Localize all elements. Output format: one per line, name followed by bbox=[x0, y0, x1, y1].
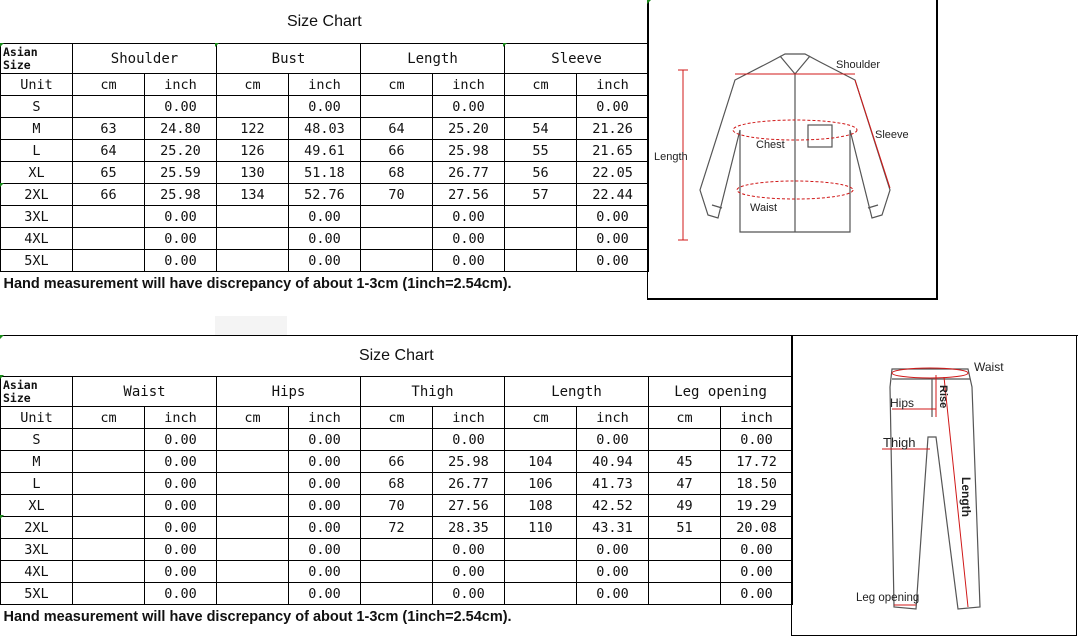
table-row bbox=[1, 517, 793, 539]
value-cell: 25.20 bbox=[433, 118, 505, 140]
value-cell: 22.05 bbox=[577, 162, 649, 184]
value-cell: 27.56 bbox=[433, 184, 505, 206]
unit-header: cm bbox=[73, 407, 145, 429]
value-cell: 0.00 bbox=[289, 561, 361, 583]
unit-header: inch bbox=[289, 74, 361, 96]
length-label: Length bbox=[959, 477, 973, 517]
value-cell: 104 bbox=[505, 451, 577, 473]
value-cell: 0.00 bbox=[289, 583, 361, 605]
value-cell bbox=[361, 228, 433, 250]
shirt-diagram bbox=[650, 40, 930, 250]
sleeve-label: Sleeve bbox=[875, 129, 909, 141]
unit-label: Unit bbox=[1, 407, 73, 429]
value-cell: 25.59 bbox=[145, 162, 217, 184]
value-cell: 54 bbox=[505, 118, 577, 140]
value-cell: 0.00 bbox=[289, 451, 361, 473]
column-group-header: Bust bbox=[217, 44, 361, 74]
column-group-header: Shoulder bbox=[73, 44, 217, 74]
value-cell: 43.31 bbox=[577, 517, 649, 539]
size-cell: S bbox=[1, 429, 73, 451]
value-cell bbox=[217, 517, 289, 539]
table-title: Size Chart bbox=[1, 335, 793, 377]
value-cell bbox=[217, 473, 289, 495]
value-cell: 126 bbox=[217, 140, 289, 162]
value-cell: 63 bbox=[73, 118, 145, 140]
value-cell: 0.00 bbox=[577, 429, 649, 451]
value-cell: 108 bbox=[505, 495, 577, 517]
value-cell bbox=[505, 228, 577, 250]
value-cell: 19.29 bbox=[721, 495, 793, 517]
value-cell bbox=[505, 583, 577, 605]
value-cell bbox=[361, 96, 433, 118]
value-cell: 66 bbox=[361, 451, 433, 473]
measure-lines bbox=[678, 70, 890, 240]
table-row bbox=[1, 96, 649, 118]
unit-header: inch bbox=[433, 74, 505, 96]
value-cell: 0.00 bbox=[289, 228, 361, 250]
column-group-header: Sleeve bbox=[505, 44, 649, 74]
value-cell: 0.00 bbox=[721, 429, 793, 451]
table-row bbox=[1, 561, 793, 583]
unit-header: cm bbox=[505, 407, 577, 429]
value-cell bbox=[73, 228, 145, 250]
unit-header: inch bbox=[289, 407, 361, 429]
value-cell: 25.98 bbox=[433, 140, 505, 162]
size-cell: 3XL bbox=[1, 539, 73, 561]
value-cell bbox=[73, 539, 145, 561]
value-cell: 51 bbox=[649, 517, 721, 539]
pants-diagram bbox=[840, 357, 1060, 627]
value-cell bbox=[73, 495, 145, 517]
corner-mark bbox=[0, 43, 4, 47]
corner-mark bbox=[647, 0, 651, 4]
column-group-header: Length bbox=[505, 377, 649, 407]
unit-header: inch bbox=[145, 407, 217, 429]
value-cell: 47 bbox=[649, 473, 721, 495]
corner-mark bbox=[0, 375, 4, 379]
value-cell: 20.08 bbox=[721, 517, 793, 539]
value-cell: 49 bbox=[649, 495, 721, 517]
value-cell: 40.94 bbox=[577, 451, 649, 473]
value-cell bbox=[217, 206, 289, 228]
placeholder-box bbox=[215, 316, 287, 336]
value-cell bbox=[217, 583, 289, 605]
value-cell bbox=[649, 429, 721, 451]
value-cell: 0.00 bbox=[721, 583, 793, 605]
value-cell bbox=[73, 429, 145, 451]
value-cell: 45 bbox=[649, 451, 721, 473]
unit-header: cm bbox=[73, 74, 145, 96]
pants-size-chart bbox=[0, 335, 1078, 639]
value-cell: 0.00 bbox=[577, 96, 649, 118]
value-cell bbox=[73, 206, 145, 228]
value-cell: 70 bbox=[361, 184, 433, 206]
value-cell: 72 bbox=[361, 517, 433, 539]
size-cell: M bbox=[1, 451, 73, 473]
table-row bbox=[1, 429, 793, 451]
size-cell: XL bbox=[1, 162, 73, 184]
table-row bbox=[1, 473, 793, 495]
size-cell: 4XL bbox=[1, 561, 73, 583]
value-cell bbox=[73, 250, 145, 272]
column-group-header: Length bbox=[361, 44, 505, 74]
measurement-note: Hand measurement will have discrepancy of about 1-3cm (1inch=2.54cm). bbox=[3, 276, 512, 292]
value-cell: 0.00 bbox=[721, 539, 793, 561]
asian-size-label: Asian Size bbox=[1, 44, 73, 74]
value-cell bbox=[649, 583, 721, 605]
unit-header: cm bbox=[505, 74, 577, 96]
table-row bbox=[1, 206, 649, 228]
value-cell: 0.00 bbox=[145, 429, 217, 451]
value-cell: 0.00 bbox=[289, 495, 361, 517]
chest-label: Chest bbox=[756, 139, 785, 151]
size-cell: M bbox=[1, 118, 73, 140]
value-cell: 48.03 bbox=[289, 118, 361, 140]
value-cell bbox=[217, 250, 289, 272]
length-label: Length bbox=[654, 151, 688, 163]
unit-header: inch bbox=[433, 407, 505, 429]
value-cell bbox=[217, 96, 289, 118]
value-cell: 68 bbox=[361, 473, 433, 495]
value-cell: 25.98 bbox=[433, 451, 505, 473]
value-cell bbox=[361, 583, 433, 605]
value-cell: 64 bbox=[73, 140, 145, 162]
shirt-outline bbox=[700, 54, 890, 232]
table-title: Size Chart bbox=[1, 0, 649, 44]
value-cell: 0.00 bbox=[289, 473, 361, 495]
size-cell: 2XL bbox=[1, 184, 73, 206]
value-cell: 65 bbox=[73, 162, 145, 184]
value-cell: 0.00 bbox=[289, 539, 361, 561]
value-cell bbox=[217, 561, 289, 583]
asian-size-label: Asian Size bbox=[1, 377, 73, 407]
value-cell: 0.00 bbox=[289, 517, 361, 539]
value-cell: 0.00 bbox=[433, 206, 505, 228]
value-cell bbox=[361, 561, 433, 583]
value-cell: 0.00 bbox=[289, 96, 361, 118]
value-cell bbox=[217, 228, 289, 250]
value-cell: 42.52 bbox=[577, 495, 649, 517]
value-cell: 56 bbox=[505, 162, 577, 184]
value-cell: 0.00 bbox=[433, 583, 505, 605]
value-cell bbox=[217, 451, 289, 473]
value-cell bbox=[505, 561, 577, 583]
hips-label: Hips bbox=[890, 396, 915, 410]
value-cell: 0.00 bbox=[145, 451, 217, 473]
unit-header: cm bbox=[217, 407, 289, 429]
size-cell: 5XL bbox=[1, 250, 73, 272]
value-cell: 122 bbox=[217, 118, 289, 140]
value-cell bbox=[217, 495, 289, 517]
column-group-header: Leg opening bbox=[649, 377, 793, 407]
value-cell bbox=[505, 429, 577, 451]
unit-label: Unit bbox=[1, 74, 73, 96]
value-cell: 0.00 bbox=[721, 561, 793, 583]
value-cell bbox=[73, 473, 145, 495]
pants-size-table bbox=[0, 335, 793, 629]
value-cell: 17.72 bbox=[721, 451, 793, 473]
value-cell: 0.00 bbox=[433, 250, 505, 272]
value-cell bbox=[505, 539, 577, 561]
table-row bbox=[1, 228, 649, 250]
size-cell: L bbox=[1, 473, 73, 495]
corner-mark bbox=[0, 515, 4, 519]
rise-label: Rise bbox=[937, 385, 949, 409]
value-cell: 22.44 bbox=[577, 184, 649, 206]
value-cell bbox=[361, 429, 433, 451]
value-cell: 0.00 bbox=[433, 429, 505, 451]
corner-mark bbox=[503, 43, 507, 47]
value-cell: 0.00 bbox=[577, 583, 649, 605]
value-cell: 66 bbox=[361, 140, 433, 162]
value-cell: 49.61 bbox=[289, 140, 361, 162]
value-cell bbox=[73, 517, 145, 539]
corner-mark bbox=[0, 335, 4, 339]
value-cell bbox=[73, 96, 145, 118]
value-cell: 70 bbox=[361, 495, 433, 517]
value-cell: 0.00 bbox=[577, 250, 649, 272]
table-row bbox=[1, 539, 793, 561]
column-group-header: Hips bbox=[217, 377, 361, 407]
size-cell: L bbox=[1, 140, 73, 162]
value-cell: 134 bbox=[217, 184, 289, 206]
value-cell: 25.20 bbox=[145, 140, 217, 162]
measurement-note: Hand measurement will have discrepancy of about 1-3cm (1inch=2.54cm). bbox=[3, 609, 512, 625]
table-row bbox=[1, 140, 649, 162]
value-cell bbox=[73, 561, 145, 583]
value-cell: 41.73 bbox=[577, 473, 649, 495]
value-cell: 0.00 bbox=[577, 228, 649, 250]
shirt-size-chart bbox=[0, 0, 1078, 300]
value-cell: 0.00 bbox=[145, 228, 217, 250]
value-cell bbox=[649, 539, 721, 561]
table-row bbox=[1, 495, 793, 517]
value-cell: 0.00 bbox=[577, 561, 649, 583]
value-cell: 0.00 bbox=[145, 517, 217, 539]
value-cell: 0.00 bbox=[145, 583, 217, 605]
unit-header: inch bbox=[721, 407, 793, 429]
size-cell: 2XL bbox=[1, 517, 73, 539]
value-cell: 57 bbox=[505, 184, 577, 206]
value-cell: 26.77 bbox=[433, 162, 505, 184]
corner-mark bbox=[215, 43, 219, 47]
value-cell: 0.00 bbox=[433, 96, 505, 118]
table-row bbox=[1, 162, 649, 184]
value-cell: 130 bbox=[217, 162, 289, 184]
column-group-header: Waist bbox=[73, 377, 217, 407]
value-cell: 0.00 bbox=[289, 250, 361, 272]
shoulder-label: Shoulder bbox=[836, 59, 881, 71]
value-cell bbox=[505, 206, 577, 228]
value-cell: 110 bbox=[505, 517, 577, 539]
shirt-size-table bbox=[0, 0, 649, 296]
value-cell: 0.00 bbox=[145, 250, 217, 272]
value-cell: 0.00 bbox=[289, 206, 361, 228]
leg-opening-label: Leg opening bbox=[856, 592, 920, 604]
value-cell: 0.00 bbox=[145, 473, 217, 495]
unit-header: inch bbox=[577, 74, 649, 96]
unit-header: cm bbox=[649, 407, 721, 429]
value-cell: 21.65 bbox=[577, 140, 649, 162]
value-cell: 0.00 bbox=[289, 429, 361, 451]
value-cell: 0.00 bbox=[145, 206, 217, 228]
size-cell: S bbox=[1, 96, 73, 118]
table-row bbox=[1, 583, 793, 605]
value-cell: 18.50 bbox=[721, 473, 793, 495]
size-cell: XL bbox=[1, 495, 73, 517]
value-cell bbox=[505, 96, 577, 118]
table-row bbox=[1, 118, 649, 140]
value-cell: 25.98 bbox=[145, 184, 217, 206]
waist-label: Waist bbox=[750, 202, 778, 214]
value-cell: 0.00 bbox=[433, 561, 505, 583]
value-cell bbox=[649, 561, 721, 583]
table-row bbox=[1, 184, 649, 206]
value-cell: 28.35 bbox=[433, 517, 505, 539]
value-cell: 0.00 bbox=[145, 539, 217, 561]
value-cell: 0.00 bbox=[145, 96, 217, 118]
value-cell bbox=[505, 250, 577, 272]
value-cell: 27.56 bbox=[433, 495, 505, 517]
table-row bbox=[1, 250, 649, 272]
value-cell bbox=[73, 451, 145, 473]
value-cell bbox=[217, 429, 289, 451]
value-cell: 51.18 bbox=[289, 162, 361, 184]
size-cell: 5XL bbox=[1, 583, 73, 605]
value-cell: 64 bbox=[361, 118, 433, 140]
value-cell: 0.00 bbox=[145, 561, 217, 583]
value-cell: 66 bbox=[73, 184, 145, 206]
value-cell: 21.26 bbox=[577, 118, 649, 140]
value-cell bbox=[217, 539, 289, 561]
value-cell: 106 bbox=[505, 473, 577, 495]
size-cell: 4XL bbox=[1, 228, 73, 250]
value-cell bbox=[73, 583, 145, 605]
unit-header: cm bbox=[217, 74, 289, 96]
unit-header: inch bbox=[577, 407, 649, 429]
waist-label: Waist bbox=[974, 360, 1004, 374]
unit-header: inch bbox=[145, 74, 217, 96]
unit-header: cm bbox=[361, 74, 433, 96]
value-cell: 0.00 bbox=[577, 206, 649, 228]
corner-mark bbox=[0, 183, 4, 187]
value-cell: 52.76 bbox=[289, 184, 361, 206]
value-cell: 0.00 bbox=[577, 539, 649, 561]
value-cell: 68 bbox=[361, 162, 433, 184]
unit-header: cm bbox=[361, 407, 433, 429]
table-row bbox=[1, 451, 793, 473]
column-group-header: Thigh bbox=[361, 377, 505, 407]
value-cell: 0.00 bbox=[433, 539, 505, 561]
value-cell: 26.77 bbox=[433, 473, 505, 495]
value-cell: 55 bbox=[505, 140, 577, 162]
value-cell bbox=[361, 206, 433, 228]
value-cell: 24.80 bbox=[145, 118, 217, 140]
size-cell: 3XL bbox=[1, 206, 73, 228]
value-cell: 0.00 bbox=[145, 495, 217, 517]
thigh-label: Thigh bbox=[883, 435, 916, 450]
value-cell bbox=[361, 250, 433, 272]
value-cell bbox=[361, 539, 433, 561]
value-cell: 0.00 bbox=[433, 228, 505, 250]
